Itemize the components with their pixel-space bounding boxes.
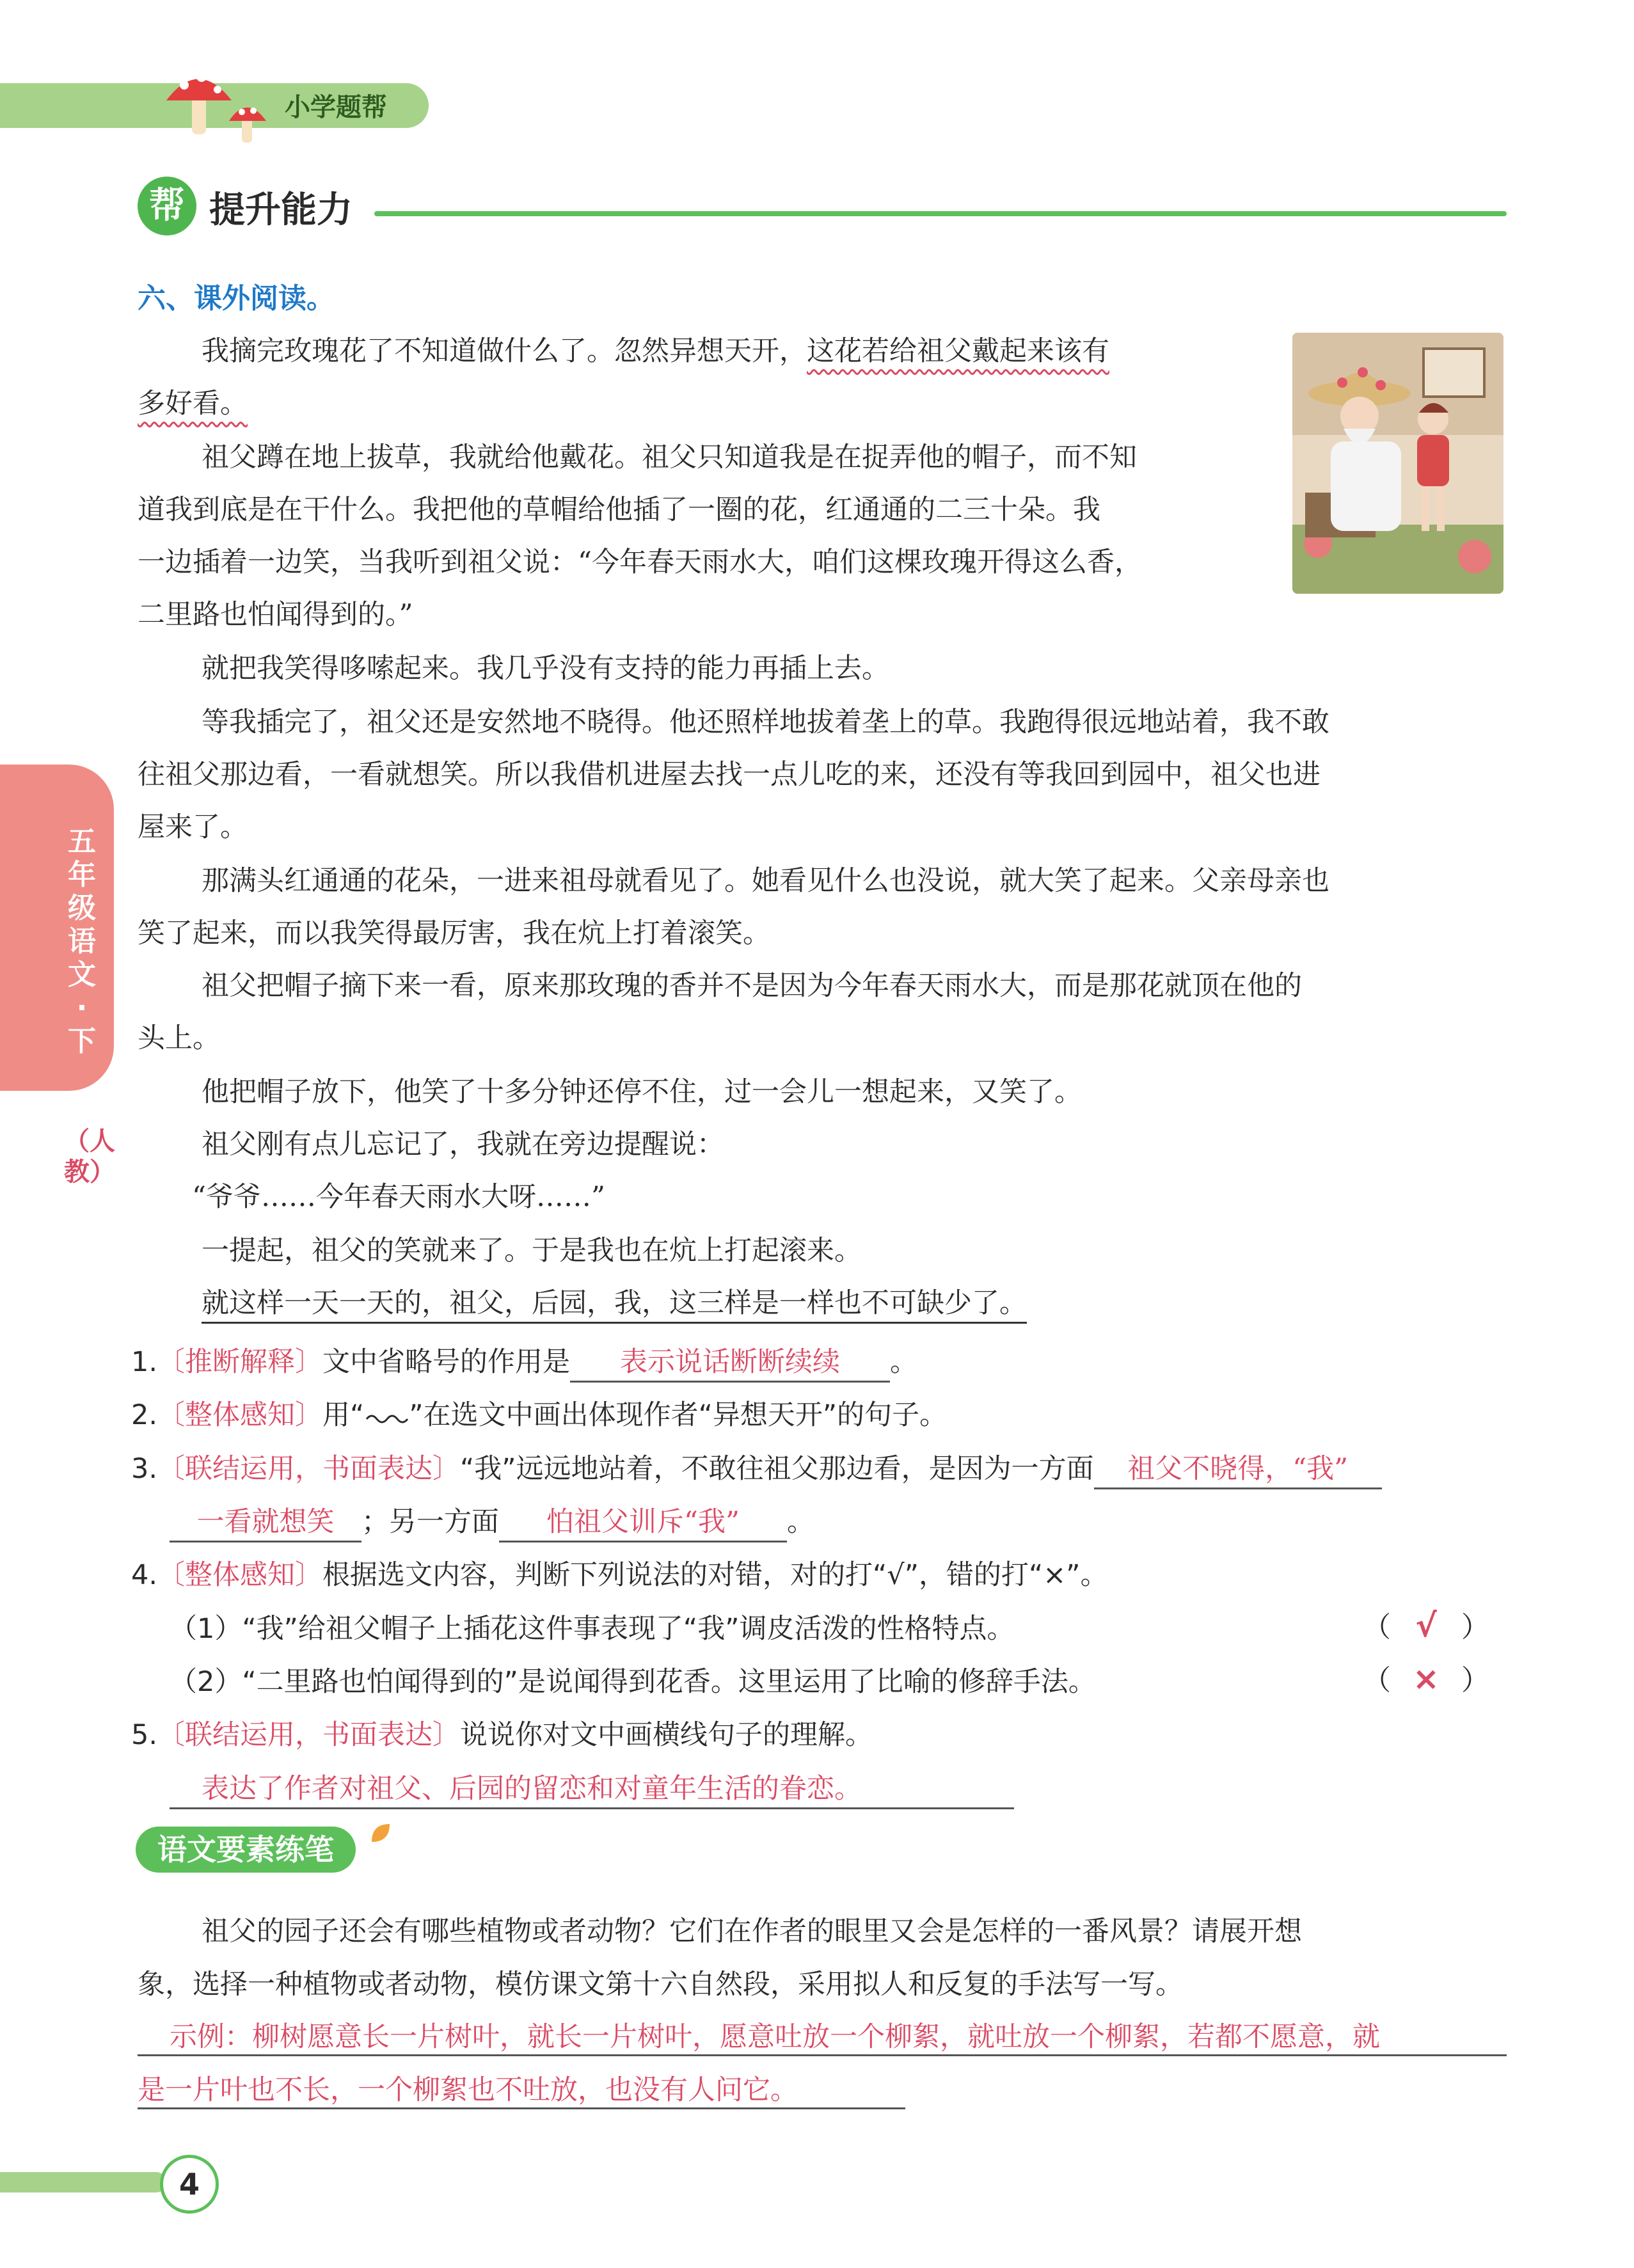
wavy-underlined-sentence: 多好看。 (138, 388, 248, 420)
passage-line: 道我到底是在干什么。我把他的草帽给他插了一圈的花，红通通的二三十朵。我 (138, 494, 1100, 526)
answer-blank: 怕祖父训斥“我” (499, 1500, 787, 1542)
answer-blank: 表示说话断断续续 (570, 1340, 890, 1383)
passage-line: 那满头红通通的花朵，一进来祖母就看见了。她看见什么也没说，就大笑了起来。父亲母亲也 (202, 865, 1329, 897)
wavy-line-icon (364, 1408, 409, 1427)
practice-prompt-line: 祖父的园子还会有哪些植物或者动物？它们在作者的眼里又会是怎样的一番风景？请展开想 (202, 1915, 1302, 1947)
judgement-answer-box: （ √ ） (1363, 1607, 1489, 1644)
part-heading: 六、课外阅读。 (138, 282, 335, 315)
question-tag: 〔整体感知〕 (157, 1399, 323, 1431)
passage-line (138, 382, 248, 421)
passage-line: 祖父蹲在地上拔草，我就给他戴花。祖父只知道我是在捉弄他的帽子，而不知 (202, 441, 1137, 473)
passage-line: 等我插完了，祖父还是安然地不晓得。他还照样地拔着垄上的草。我跑得很远地站着，我不敢 (202, 706, 1329, 738)
question-tag: 〔推断解释〕 (157, 1346, 323, 1378)
brand-name: 小学题帮 (285, 93, 387, 122)
side-tab-grade: 五年级语文·下 (68, 825, 96, 1058)
passage-line: 笑了起来，而以我笑得最厉害，我在炕上打着滚笑。 (138, 917, 770, 949)
page-number: 4 (160, 2155, 219, 2214)
wavy-underlined-sentence: 这花若给祖父戴起来该有 (807, 335, 1109, 367)
passage-line: “爷爷……今年春天雨水大呀……” (192, 1181, 605, 1213)
answer-blank: 祖父不晓得，“我” (1094, 1447, 1382, 1489)
passage-line (202, 1281, 1027, 1320)
section-title: 提升能力 (209, 189, 353, 231)
question-2: 2.〔整体感知〕用“ ”在选文中画出体现作者“异想天开”的句子。 (131, 1399, 948, 1431)
question-5: 5.〔联结运用，书面表达〕说说你对文中画横线句子的理解。 (131, 1719, 873, 1751)
passage-line: 一提起，祖父的笑就来了。于是我也在炕上打起滚来。 (202, 1235, 862, 1267)
check-mark-icon: √ (1415, 1607, 1437, 1644)
section-badge: 帮 (138, 177, 196, 235)
passage-line: 头上。 (138, 1022, 220, 1054)
side-tab-edition: （人教） (64, 1127, 115, 1187)
underlined-sentence: 就这样一天一天的，祖父，后园，我，这三样是一样也不可缺少了。 (202, 1287, 1027, 1324)
practice-answer-line: 示例：柳树愿意长一片树叶，就长一片树叶，愿意吐放一个柳絮，就吐放一个柳絮，若都不愿意，就 (138, 2015, 1507, 2056)
leaf-icon (368, 1820, 393, 1846)
answer-blank: 一看就想笑 (170, 1500, 361, 1542)
mushroom-icon (160, 61, 282, 147)
answer-blank: 表达了作者对祖父、后园的留恋和对童年生活的眷恋。 (170, 1767, 1014, 1809)
question-tag: 〔联结运用，书面表达〕 (157, 1453, 461, 1485)
practice-answer-line: 是一片叶也不长，一个柳絮也不吐放，也没有人问它。 (138, 2068, 905, 2109)
practice-badge: 语文要素练笔 (136, 1827, 356, 1873)
passage-illustration (1292, 333, 1503, 594)
judgement-item: （2）“二里路也怕闻得到的”是说闻得到花香。这里运用了比喻的修辞手法。 (170, 1666, 1096, 1698)
question-tag: 〔联结运用，书面表达〕 (157, 1719, 461, 1751)
judgement-answer-box: （ × ） (1363, 1660, 1489, 1697)
passage-line: 二里路也怕闻得到的。” (138, 599, 413, 631)
footer-bar (0, 2172, 166, 2193)
judgement-item: （1）“我”给祖父帽子上插花这件事表现了“我”调皮活泼的性格特点。 (170, 1613, 1015, 1645)
passage-line: 我摘完玫瑰花了不知道做什么了。忽然异想天开，这花若给祖父戴起来该有 (202, 335, 1109, 367)
practice-prompt-line: 象，选择一种植物或者动物，模仿课文第十六自然段，采用拟人和反复的手法写一写。 (138, 1969, 1183, 2001)
section-divider (374, 211, 1507, 216)
passage-line: 往祖父那边看，一看就想笑。所以我借机进屋去找一点儿吃的来，还没有等我回到园中，祖父也进 (138, 759, 1321, 791)
question-3: 3.〔联结运用，书面表达〕“我”远远地站着，不敢往祖父那边看，是因为一方面 祖父不晓得，“我” (131, 1447, 1382, 1489)
question-tag: 〔整体感知〕 (157, 1559, 323, 1591)
passage-line: 一边插着一边笑，当我听到祖父说：“今年春天雨水大，咱们这棵玫瑰开得这么香， (138, 546, 1142, 578)
passage-line: 就把我笑得哆嗦起来。我几乎没有支持的能力再插上去。 (202, 653, 889, 685)
cross-mark-icon: × (1413, 1660, 1440, 1697)
passage-line: 祖父刚有点儿忘记了，我就在旁边提醒说： (202, 1129, 724, 1161)
passage-line: 祖父把帽子摘下来一看，原来那玫瑰的香并不是因为今年春天雨水大，而是那花就顶在他的 (202, 970, 1302, 1002)
passage-line: 他把帽子放下，他笑了十多分钟还停不住，过一会儿一想起来，又笑了。 (202, 1076, 1082, 1108)
question-1: 1.〔推断解释〕文中省略号的作用是 表示说话断断续续 。 (131, 1340, 917, 1383)
question-5-answer (170, 1767, 1014, 1809)
question-4: 4.〔整体感知〕根据选文内容，判断下列说法的对错，对的打“√”，错的打“×”。 (131, 1559, 1108, 1591)
passage-line: 屋来了。 (138, 811, 248, 843)
question-3-continued: 一看就想笑 ；另一方面 怕祖父训斥“我” 。 (170, 1500, 814, 1542)
